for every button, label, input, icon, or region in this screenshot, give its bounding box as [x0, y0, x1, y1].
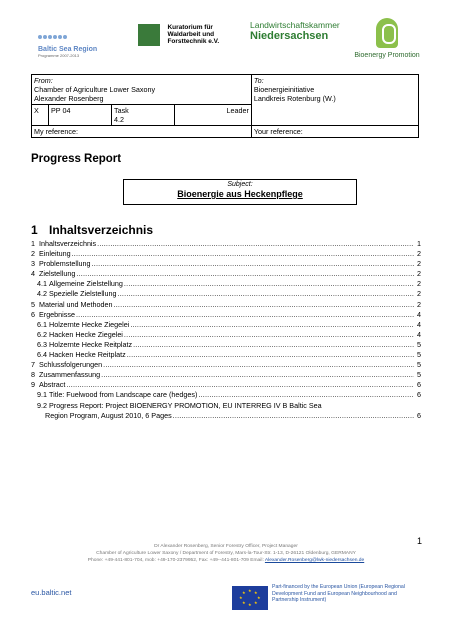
toc-entry-number: 2 — [31, 249, 35, 259]
pp-cell: PP 04 — [49, 105, 112, 126]
toc-dot-leader — [118, 289, 414, 299]
toc-entry-label: Schlussfolgerungen — [39, 360, 103, 370]
toc-entry-page: 5 — [417, 370, 421, 380]
toc-entry[interactable] — [31, 249, 421, 259]
to-org: Bioenergieinitiative — [253, 85, 315, 94]
toc-entry-number: 6.1 — [37, 319, 47, 329]
toc-entry[interactable] — [31, 411, 421, 421]
toc-entry-label: Inhaltsverzeichnis — [39, 239, 97, 248]
toc-entry-label: Einleitung — [39, 249, 71, 259]
kwf-mark — [138, 24, 160, 46]
footer-line2: Chamber of Agriculture Lower Saxony / Department of Forestry, Mars-la-Tour-Str. 1-13, D-26121 Oldenburg, GERMANY — [96, 551, 356, 556]
table-of-contents — [31, 239, 421, 421]
bp-leaf-icon — [376, 18, 398, 48]
toc-entry[interactable] — [31, 350, 421, 360]
toc-entry-number: 4.2 — [37, 289, 47, 299]
toc-entry-number: 1 — [31, 239, 35, 248]
kwf-line3: Forsttechnik e.V. — [167, 38, 220, 45]
footer-email-link[interactable]: Alexander.Rosenberg@lwk-niedersachsen.de — [264, 558, 365, 563]
website-link[interactable]: eu.baltic.net — [31, 588, 72, 597]
address-table — [31, 74, 419, 138]
kwf-line1: Kuratorium für — [167, 24, 213, 31]
baltic-sea-region-logo — [38, 26, 118, 66]
toc-entry-label: Zielstellung — [39, 269, 76, 279]
page-title: Progress Report — [31, 153, 122, 165]
toc-dot-leader — [124, 279, 414, 289]
task-cell — [112, 105, 175, 126]
toc-entry[interactable] — [31, 300, 421, 310]
toc-entry-label: Hacken Hecke Reitplatz — [49, 350, 126, 360]
toc-heading — [31, 223, 153, 237]
toc-entry-page: 5 — [417, 360, 421, 370]
toc-dot-leader — [133, 340, 414, 350]
subject-label: Subject: — [227, 181, 253, 188]
footer-line1: Dr Alexander Rosenberg, Senior Forestry Officer, Project Manager — [154, 544, 298, 549]
toc-entry-number: 4.1 — [37, 279, 47, 289]
toc-entry-page: 2 — [417, 289, 421, 299]
eu-funding-note: Part-financed by the European Union (European Regional Development Fund and European Neighbourhood and Partnership Instrument) — [272, 584, 405, 603]
toc-entry-page: 4 — [417, 319, 421, 329]
toc-entry-label: Allgemeine Zielstellung — [49, 279, 123, 289]
from-cell — [32, 75, 252, 105]
toc-entry-number: 5 — [31, 299, 35, 309]
toc-entry-label: Progress Report: Project BIOENERGY PROMOTION, EU INTERREG IV B Baltic Sea — [49, 400, 322, 410]
x-cell: X — [32, 105, 49, 126]
toc-entry-number: 9.2 — [37, 400, 47, 410]
toc-entry-label: Zusammenfassung — [39, 370, 101, 380]
toc-heading-text: Inhaltsverzeichnis — [49, 223, 154, 237]
toc-entry-page: 2 — [417, 259, 421, 269]
toc-entry[interactable] — [31, 340, 421, 350]
logo-bsr-sub: Programme 2007-2013 — [38, 53, 80, 58]
leader-cell: Leader — [175, 105, 252, 126]
toc-heading-num: 1 — [31, 223, 38, 237]
toc-entry-page: 4 — [417, 329, 421, 339]
lwk-line2: Niedersachsen — [250, 30, 329, 42]
toc-entry-label: Region Program, August 2010, 6 Pages — [45, 410, 172, 420]
toc-entry-label: Hacken Hecke Ziegelei — [49, 329, 123, 339]
kwf-line2: Waldarbeit und — [167, 31, 215, 38]
page-number: 1 — [416, 536, 422, 546]
bioenergy-promotion-logo — [348, 18, 426, 74]
toc-entry-number: 9.1 — [37, 390, 47, 400]
toc-entry-page: 2 — [417, 269, 421, 279]
toc-dot-leader — [76, 310, 414, 320]
bottom-bar — [0, 578, 452, 640]
toc-entry-number: 6.4 — [37, 350, 47, 360]
toc-entry-page: 5 — [417, 350, 421, 360]
task-label: Task — [114, 106, 129, 115]
toc-entry-number: 6.2 — [37, 329, 47, 339]
footer-line3 — [31, 557, 421, 564]
eu-flag-icon: ★ ★ ★ ★ ★ ★ ★ ★ — [232, 586, 268, 610]
toc-dot-leader — [124, 330, 414, 340]
toc-entry-number: 9 — [31, 380, 35, 390]
toc-dot-leader — [130, 320, 414, 330]
toc-entry[interactable] — [31, 289, 421, 299]
toc-entry-page: 2 — [417, 249, 421, 259]
subject-box — [123, 179, 357, 205]
toc-entry-number: 4 — [31, 269, 35, 279]
to-cell — [251, 75, 418, 126]
task-num: 4.2 — [114, 115, 124, 124]
toc-entry-number: 6 — [31, 309, 35, 319]
to-label: To: — [253, 76, 264, 85]
toc-entry[interactable] — [31, 360, 421, 370]
toc-entry-label: Ergebnisse — [39, 309, 75, 319]
my-reference: My reference: — [32, 126, 252, 138]
toc-dot-leader — [76, 269, 414, 279]
toc-entry[interactable] — [31, 269, 421, 279]
toc-entry-number: 6.3 — [37, 339, 47, 349]
lwk-line1: Landwirtschaftskammer — [250, 20, 340, 30]
toc-entry-label: Spezielle Zielstellung — [49, 289, 117, 299]
toc-entry[interactable] — [31, 239, 421, 249]
toc-entry-page: 5 — [417, 339, 421, 349]
toc-entry-number: 8 — [31, 370, 35, 380]
toc-entry[interactable] — [31, 259, 421, 269]
footer-contact: Phone: +49-441-801-704, mob: +49-170-2379952, Fax: +49--441-801-709 Email: — [87, 558, 265, 563]
footer — [31, 543, 421, 564]
toc-entry-page: 2 — [417, 299, 421, 309]
toc-entry[interactable] — [31, 310, 421, 320]
from-org: Chamber of Agriculture Lower Saxony — [34, 85, 156, 94]
toc-entry-number — [31, 411, 39, 421]
toc-dot-leader — [92, 259, 414, 269]
toc-entry[interactable] — [31, 380, 421, 390]
toc-dot-leader — [103, 360, 414, 370]
toc-entry-page: 6 — [417, 380, 421, 390]
toc-entry[interactable] — [31, 390, 421, 400]
your-reference: Your reference: — [251, 126, 418, 138]
toc-dot-leader — [72, 249, 414, 259]
toc-entry[interactable] — [31, 320, 421, 330]
bp-name: Bioenergy Promotion — [354, 52, 420, 59]
toc-entry-page: 1 — [417, 239, 421, 248]
toc-dot-leader — [127, 350, 414, 360]
toc-entry-number: 7 — [31, 360, 35, 370]
toc-entry-page: 4 — [417, 309, 421, 319]
toc-entry-label: Material und Methoden — [39, 299, 113, 309]
toc-entry-page: 6 — [417, 410, 421, 420]
toc-entry-label: Problemstellung — [39, 259, 91, 269]
toc-entry[interactable] — [31, 279, 421, 289]
logo-dots — [38, 26, 118, 44]
logo-bar — [30, 18, 430, 74]
from-label: From: — [34, 76, 53, 85]
toc-entry-label: Abstract — [39, 380, 66, 390]
toc-dot-leader — [66, 380, 414, 390]
toc-entry-number: 3 — [31, 259, 35, 269]
logo-bsr-name: Baltic Sea Region — [38, 46, 98, 53]
toc-entry-page: 6 — [417, 390, 421, 400]
kwf-logo — [138, 24, 246, 64]
lwk-logo — [250, 20, 360, 56]
toc-dot-leader — [101, 370, 414, 380]
toc-entry-page: 2 — [417, 279, 421, 289]
toc-dot-leader — [97, 239, 414, 249]
toc-entry[interactable] — [31, 401, 421, 411]
toc-entry[interactable] — [31, 370, 421, 380]
toc-entry-label: Holzernte Hecke Reitplatz — [49, 339, 133, 349]
subject-value: Bioenergie aus Heckenpflege — [177, 189, 303, 199]
toc-entry[interactable] — [31, 330, 421, 340]
toc-dot-leader — [173, 411, 414, 421]
toc-entry-label: Title: Fuelwood from Landscape care (hedges) — [49, 390, 198, 400]
to-region: Landkreis Rotenburg (W.) — [253, 94, 336, 103]
toc-dot-leader — [114, 300, 414, 310]
toc-entry-label: Holzernte Hecke Ziegelei — [49, 319, 130, 329]
kwf-text — [167, 24, 219, 45]
toc-dot-leader — [198, 390, 414, 400]
from-person: Alexander Rosenberg — [34, 94, 104, 103]
